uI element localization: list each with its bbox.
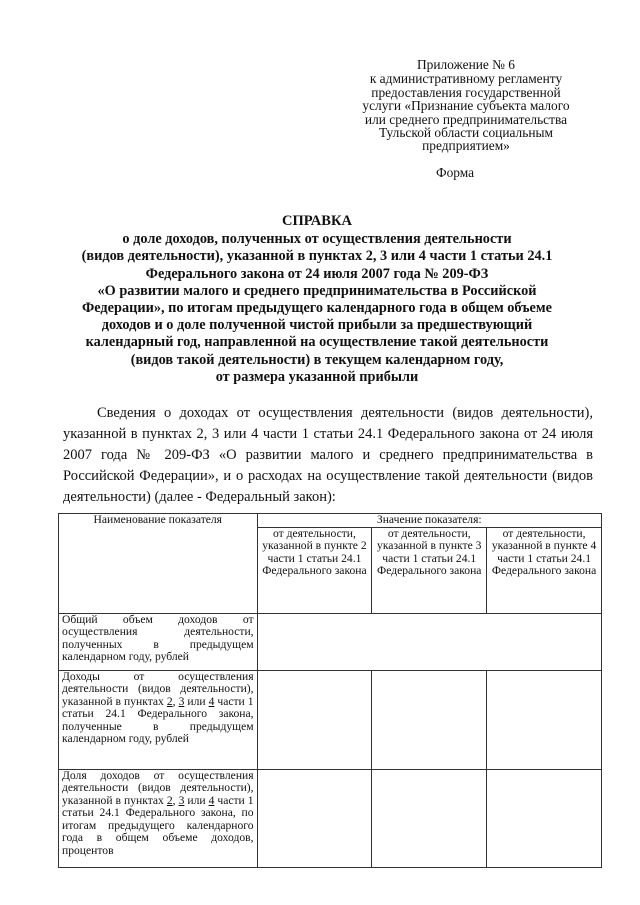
column-header-point-4: от деятельности, указанной в пункте 4 части 1 статьи 24.1 Федерального закона: [487, 527, 602, 613]
value-cell[interactable]: [257, 670, 372, 769]
appendix-line: предоставления государственной: [371, 84, 561, 100]
appendix-line: Тульской области социальным: [379, 125, 553, 141]
appendix-line: предприятием»: [422, 138, 510, 154]
value-cell-merged[interactable]: [257, 613, 601, 670]
title-line: Федерации», по итогам предыдущего календарного года в общем объеме: [82, 300, 552, 317]
appendix-number: Приложение № 6: [416, 57, 516, 72]
point-2-link[interactable]: 2: [166, 793, 173, 807]
intro-paragraph: Сведения о доходах от осуществления деятельности (видов деятельности), указанной в пунктах 2, 3 или 4 части 1 статьи 24.1 Федерального закона от 24 июля 2007 года № 209-ФЗ «О развитии малого и среднего предпринимательства в Российской Федерации», и о расходах на осуществление такой деятельности (видов деятельности) (далее - Федеральный закон):: [63, 405, 593, 505]
appendix-header: [330, 58, 602, 153]
title-main: СПРАВКА: [282, 213, 352, 229]
column-header-point-3: от деятельности, указанной в пункте 3 части 1 статьи 24.1 Федерального закона: [372, 527, 487, 613]
name-column-header: Наименование показателя: [59, 514, 258, 614]
title-line: «О развитии малого и среднего предпринимательства в Российской: [97, 282, 537, 299]
table-row: [59, 670, 602, 769]
point-4-link[interactable]: 4: [208, 694, 215, 708]
form-label: Форма: [436, 165, 475, 180]
appendix-line: услуги «Признание субъекта малого: [362, 98, 570, 114]
point-4-link[interactable]: 4: [208, 793, 215, 807]
title-line: о доле доходов, полученных от осуществления деятельности: [122, 231, 512, 248]
row-label-income-share: Доля доходов от осуществления деятельности (видов деятельности), указанной в пунктах 2, 3 или 4 части 1 статьи 24.1 Федерального закона, по итогам предыдущего календарного года в общем объеме доходов, процентов: [59, 769, 258, 867]
value-cell[interactable]: [487, 769, 602, 867]
value-column-header: Значение показателя:: [257, 514, 601, 528]
table-row: [59, 769, 602, 867]
title-line: календарный год, направленной на осуществление такой деятельности: [85, 334, 549, 351]
title-line: доходов и о доле полученной чистой прибыли за предшествующий: [101, 317, 533, 334]
value-cell[interactable]: [257, 769, 372, 867]
title-line: (видов такой деятельности) в текущем календарном году,: [130, 351, 504, 368]
point-2-link[interactable]: 2: [166, 694, 173, 708]
value-cell[interactable]: [372, 670, 487, 769]
value-cell[interactable]: [372, 769, 487, 867]
table-header-row: [59, 514, 602, 528]
title-line: от размера указанной прибыли: [215, 368, 419, 385]
point-3-link[interactable]: 3: [178, 694, 185, 708]
title-line: (видов деятельности), указанной в пунктах 2, 3 или 4 части 1 статьи 24.1: [81, 248, 553, 265]
indicators-table: [58, 513, 602, 868]
document-title: [40, 213, 594, 386]
title-line: Федерального закона от 24 июля 2007 года № 209-ФЗ: [145, 265, 489, 282]
appendix-line: или среднего предпринимательства: [364, 111, 568, 127]
table-row: [59, 613, 602, 670]
appendix-line: к административному регламенту: [369, 71, 563, 87]
row-label-activity-income: Доходы от осуществления деятельности (видов деятельности), указанной в пунктах 2, 3 или 4 части 1 статьи 24.1 Федерального закона, полученные в предыдущем календарном году, рублей: [59, 670, 258, 769]
row-label-total-income: Общий объем доходов от осуществления деятельности, полученных в предыдущем календарном году, рублей: [59, 613, 258, 670]
value-cell[interactable]: [487, 670, 602, 769]
point-3-link[interactable]: 3: [178, 793, 185, 807]
column-header-point-2: от деятельности, указанной в пункте 2 части 1 статьи 24.1 Федерального закона: [257, 527, 372, 613]
